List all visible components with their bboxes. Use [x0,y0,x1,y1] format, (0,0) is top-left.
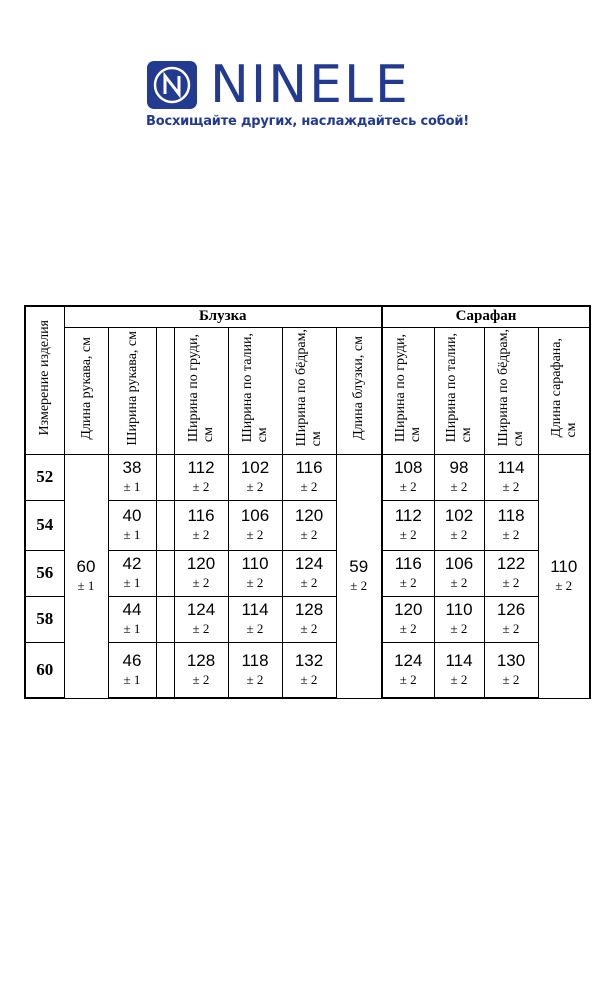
brand-logo [146,55,476,134]
merged-blouse-length-cell: 59 ± 2 [336,454,382,698]
table-cell: 120 ± 2 [382,596,434,642]
table-cell: 124 ± 2 [174,596,228,642]
table-row [25,596,590,642]
blank-cell [156,642,174,698]
table-cell: 118 ± 2 [228,642,282,698]
table-cell: 106 ± 2 [228,500,282,550]
group-header-blouse: Блузка [64,306,382,327]
table-row [25,454,590,500]
merged-sleeve-length-cell: 60 ± 1 [64,454,108,698]
table-cell: 108 ± 2 [382,454,434,500]
row-header-label: Измерение изделия [37,320,53,436]
table-cell: 112 ± 2 [174,454,228,500]
blank-cell [156,550,174,596]
table-cell: 42 ± 1 [108,550,156,596]
table-cell: 124 ± 2 [382,642,434,698]
table-cell: 116 ± 2 [174,500,228,550]
col-header-sarafan-length: Длина сарафана, см [538,327,590,454]
table-cell: 120 ± 2 [282,500,336,550]
size-cell: 52 [25,454,64,500]
brand-tagline: Восхищайте других, наслаждайтесь собой! [146,114,469,129]
table-cell: 102 ± 2 [434,500,484,550]
size-cell: 54 [25,500,64,550]
table-cell: 106 ± 2 [434,550,484,596]
table-cell: 114 ± 2 [434,642,484,698]
brand-name: NINELE [210,55,410,115]
table-cell: 112 ± 2 [382,500,434,550]
col-header-sarafan-waist: Ширина по талии, см [434,327,484,454]
table-cell: 126 ± 2 [484,596,538,642]
table-cell: 132 ± 2 [282,642,336,698]
col-header-blouse-waist: Ширина по талии, см [228,327,282,454]
col-header-blouse-length: Длина блузки, см [336,327,382,454]
table-cell: 114 ± 2 [228,596,282,642]
col-header-blouse-hips: Ширина по бёдрам, см [282,327,336,454]
blank-cell [156,596,174,642]
table-cell: 102 ± 2 [228,454,282,500]
table-cell: 116 ± 2 [382,550,434,596]
table-cell: 44 ± 1 [108,596,156,642]
table-cell: 122 ± 2 [484,550,538,596]
row-header-cell [25,306,64,454]
col-header-sarafan-hips: Ширина по бёдрам, см [484,327,538,454]
size-cell: 58 [25,596,64,642]
table-cell: 38 ± 1 [108,454,156,500]
col-header-sleeve-length: Длина рукава, см [64,327,108,454]
col-header-blouse-chest: Ширина по груди, см [174,327,228,454]
table-cell: 114 ± 2 [484,454,538,500]
col-header-sleeve-width: Ширина рукава, см [108,327,156,454]
merged-sarafan-length-cell: 110 ± 2 [538,454,590,698]
table-cell: 98 ± 2 [434,454,484,500]
table-cell: 128 ± 2 [174,642,228,698]
ninele-logo-icon [146,60,198,110]
table-cell: 40 ± 1 [108,500,156,550]
table-cell: 120 ± 2 [174,550,228,596]
table-cell: 130 ± 2 [484,642,538,698]
table-row [25,550,590,596]
size-table [24,305,591,699]
col-header-blank [156,327,174,454]
table-cell: 116 ± 2 [282,454,336,500]
size-cell: 60 [25,642,64,698]
table-cell: 110 ± 2 [228,550,282,596]
table-cell: 46 ± 1 [108,642,156,698]
table-cell: 118 ± 2 [484,500,538,550]
group-header-sarafan: Сарафан [382,306,590,327]
table-row [25,642,590,698]
table-cell: 110 ± 2 [434,596,484,642]
col-header-sarafan-chest: Ширина по груди, см [382,327,434,454]
table-row [25,500,590,550]
blank-cell [156,454,174,500]
size-cell: 56 [25,550,64,596]
table-cell: 124 ± 2 [282,550,336,596]
blank-cell [156,500,174,550]
table-cell: 128 ± 2 [282,596,336,642]
